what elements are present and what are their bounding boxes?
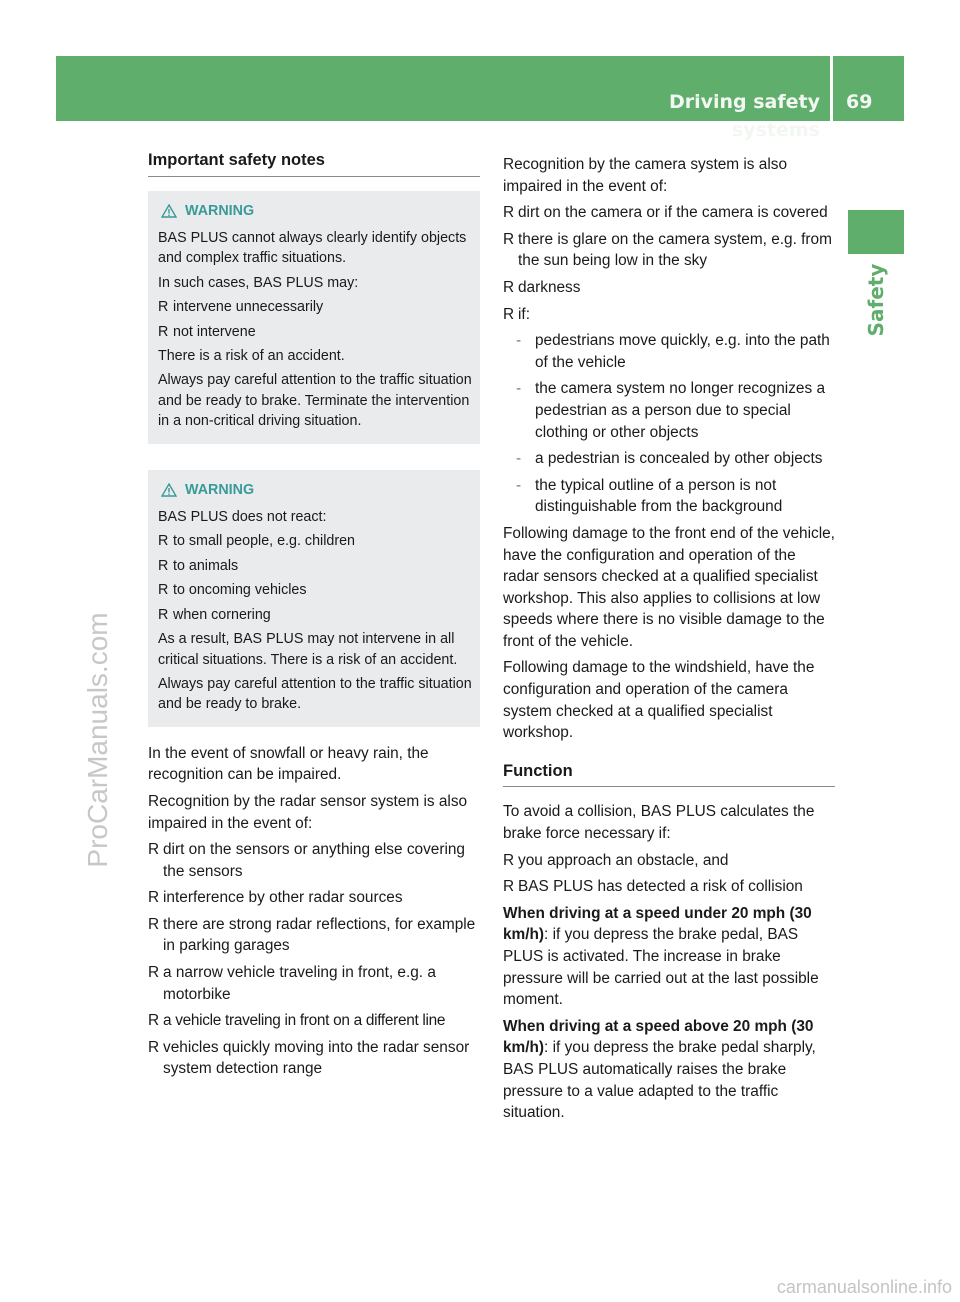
list-item: R BAS PLUS has detected a risk of collision [503,876,835,898]
speed-under-heading: When driving at a speed under 20 mph (30 km/h) [503,904,812,944]
chapter-tab-marker [848,210,904,254]
bullet-marker: R [148,889,160,907]
warning-text: Always pay careful attention to the traffic situation and be ready to brake. [158,675,472,713]
bullet-marker: R [158,557,169,574]
bullet-marker: R [148,915,160,933]
list-item: R if: [503,304,835,326]
bullet-marker: R [158,299,169,316]
body-paragraph: Following damage to the front end of the vehicle, have the configuration and operation of the radar sensors checked at a qualified specialist workshop. This also applies to collisions at low speeds where there is no visible damage to the front of the vehicle. [503,524,835,650]
section-title-function: Function [503,761,835,788]
side-watermark: ProCarManuals.com [82,612,113,868]
warning-header [158,201,472,221]
bullet-marker: R [158,582,169,599]
warning-box [148,191,480,444]
dash-marker: - [516,476,522,494]
warning-header [158,480,472,500]
bullet-marker: R [158,533,169,550]
sub-list-item: - a pedestrian is concealed by other objects [503,448,835,470]
sub-list-item: - the typical outline of a person is not distinguishable from the background [516,476,783,516]
warning-label: WARNING [185,481,255,498]
list-item: R there are strong radar reflections, for example in parking garages [148,915,476,955]
warning-box [148,470,480,727]
warning-text: Always pay careful attention to the traffic situation and be ready to brake. Terminate the intervention in a non-critical driving situation. [158,372,472,430]
sub-list-item: - pedestrians move quickly, e.g. into the path of the vehicle [516,332,830,371]
list-item: R you approach an obstacle, and [503,850,835,872]
bullet-marker: R [148,1038,160,1056]
right-column [503,154,835,1129]
body-paragraph: When driving at a speed under 20 mph (30 km/h): if you depress the brake pedal, BAS PLUS is activated. The increase in brake pressure will be carried out at the last possible moment. [503,904,819,1009]
body-paragraph: Recognition by the radar sensor system is also impaired in the event of: [148,792,468,832]
dash-marker: - [516,380,522,398]
bullet-marker: R [503,230,515,248]
bullet-marker: R [148,841,160,859]
section-title-safety-notes: Important safety notes [148,150,480,177]
body-paragraph: To avoid a collision, BAS PLUS calculates the brake force necessary if: [503,803,815,843]
left-column [148,150,480,1085]
bullet-marker: R [503,305,515,323]
warning-text: There is a risk of an accident. [158,348,345,365]
list-item: R not intervene [158,322,472,342]
list-item: R dirt on the camera or if the camera is covered [503,202,835,224]
list-item: R to small people, e.g. children [158,531,472,551]
list-item: R intervene unnecessarily [158,297,472,317]
warning-text: BAS PLUS cannot always clearly identify objects and complex traffic situations. [158,230,467,267]
warning-triangle-icon [161,483,177,497]
page-number: 69 [846,91,873,113]
warning-text: BAS PLUS does not react: [158,509,327,526]
list-item: R interference by other radar sources [148,887,480,909]
list-item: R dirt on the sensors or anything else covering the sensors [148,841,465,880]
bullet-marker: R [503,278,515,296]
warning-text: As a result, BAS PLUS may not intervene in all critical situations. There is a risk of an accident. [158,631,458,668]
chapter-tab-label: Safety [864,263,888,337]
body-paragraph: In the event of snowfall or heavy rain, the recognition can be impaired. [148,744,429,784]
warning-triangle-icon [161,204,177,218]
list-item: R darkness [503,277,835,299]
bullet-marker: R [148,1012,159,1030]
list-item: R to oncoming vehicles [158,580,472,600]
bullet-marker: R [158,606,169,623]
speed-above-heading: When driving at a speed above 20 mph (30 km/h) [503,1017,814,1057]
bullet-marker: R [503,851,515,869]
list-item: R to animals [158,556,472,576]
list-item: R a narrow vehicle traveling in front, e.g. a motorbike [148,964,436,1003]
warning-text: In such cases, BAS PLUS may: [158,274,359,291]
footer-watermark: carmanualsonline.info [776,1277,952,1297]
body-paragraph: When driving at a speed above 20 mph (30 km/h): if you depress the brake pedal sharply, BAS PLUS automatically raises the brake pressure to a value adapted to the traffic situation. [503,1017,816,1122]
warning-label: WARNING [185,202,255,219]
dash-marker: - [516,450,522,468]
body-paragraph: Recognition by the camera system is also impaired in the event of: [503,156,787,195]
list-item: R a vehicle traveling in front on a different line [148,1010,480,1032]
running-header-title: Driving safety systems [668,91,820,141]
sub-list-item: - the camera system no longer recognizes a pedestrian as a person due to special clothing or other objects [516,380,826,441]
list-item: R when cornering [158,605,472,625]
list-item: R vehicles quickly moving into the radar sensor system detection range [148,1038,470,1078]
list-item: R there is glare on the camera system, e.g. from the sun being low in the sky [503,230,832,270]
body-paragraph: Following damage to the windshield, have the configuration and operation of the camera system checked at a qualified specialist workshop. [503,659,815,742]
header-separator [830,56,833,121]
bullet-marker: R [503,878,515,896]
bullet-marker: R [503,204,515,222]
bullet-marker: R [148,964,160,982]
bullet-marker: R [158,323,169,340]
dash-marker: - [516,332,522,350]
